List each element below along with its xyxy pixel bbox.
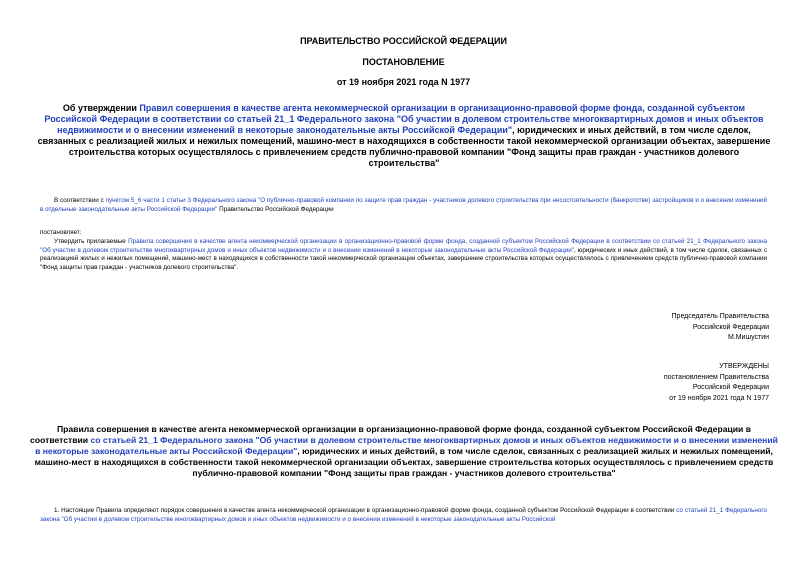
government-heading: ПРАВИТЕЛЬСТВО РОССИЙСКОЙ ФЕДЕРАЦИИ <box>300 36 507 46</box>
approval-block <box>664 362 769 404</box>
clause-1-law-link[interactable]: со статьей 21_1 Федерального закона "Об участии в долевом строительстве многоквартирных домов и иных объектов недвижимости и о внесении изменений в некоторые законодательные акты Российской <box>40 507 767 523</box>
approval-date: от 19 ноября 2021 года N 1977 <box>669 394 769 402</box>
decree-paragraph <box>40 238 767 272</box>
rules-title-part2: , юридических и иных действий, в том числе сделок, связанных с реализацией жилых и нежилых помещений, машино-мест в находящихся в собственности такой некоммерческой организации объектах, завершение строительства которых осуществлялось с привлечением средств публично-правовой компании "Фонд защиты прав граждан - участников долевого строительства" <box>34 446 774 478</box>
signature-position: Председатель Правительства <box>671 313 769 320</box>
preamble-tail: Правительство Российской Федерации <box>217 205 334 213</box>
decree-lead: Утвердить прилагаемые <box>54 238 129 245</box>
decree-rules-link[interactable]: Правила совершения в качестве агента некоммерческой организации в организационно-правовой форме фонда, созданной субъектом Российской Федерации в соответствии со статьей 21_1 Федерального закона "Об участии в долевом строительстве многоквартирных домов и иных объектов недвижимости и о внесении изменений в некоторые законодательные акты Российской Федерации" <box>40 238 767 254</box>
rules-title-part1: Правила совершения в качестве агента некоммерческой организации в организационно-правовой форме фонда, созданной субъектом Российской Федерации в соответствии <box>30 424 752 445</box>
rules-title-law-link[interactable]: со статьей 21_1 Федерального закона "Об участии в долевом строительстве многоквартирных домов и иных объектов недвижимости и о внесении изменений в некоторые законодательные акты Российской Федерации" <box>35 435 778 456</box>
decree-tail: , юридических и иных действий, в том числе сделок, связанных с реализацией жилых и нежилых помещений, машино-мест в находящихся в собственности такой некоммерческой организации объектах, завершение строительства которых осуществлялось с привлечением средств публично-правовой компании "Фонд защиты прав граждан - участников долевого строительства". <box>40 246 767 271</box>
signature-name: М.Мишустин <box>727 334 769 341</box>
preamble-paragraph <box>40 197 767 214</box>
preamble-lead: В соответствии с <box>54 197 106 204</box>
document-date-number: от 19 ноября 2021 года N 1977 <box>336 77 471 87</box>
decree-label: постановляет: <box>40 229 82 236</box>
preamble-law-link[interactable]: пунктом 5_6 части 1 статьи 3 Федерального закона "О публично-правовой компании по защите прав граждан - участников долевого строительства при несостоятельности (банкротстве) застройщиков и о внесении изменений в отдельные законодательные акты Российской Федерации" <box>40 197 767 213</box>
title-rules-link[interactable]: Правил совершения в качестве агента некоммерческой организации в организационно-правовой форме фонда, созданной субъектом Российской Федерации в соответствии со статьей 21_1 Федерального закона "Об участии в долевом строительстве многоквартирных домов и иных объектов недвижимости и о внесении изменений в некоторые законодательные акты Российской Федерации" <box>44 103 764 135</box>
signature-block <box>672 312 769 344</box>
clause-1-lead: 1. Настоящие Правила определяют порядок совершения в качестве агента некоммерческой организации в организационно-правовой форме фонда, созданной субъектом Российской Федерации в соответствии <box>54 507 677 514</box>
document-type: ПОСТАНОВЛЕНИЕ <box>362 57 445 67</box>
approval-label: УТВЕРЖДЕНЫ <box>719 363 769 370</box>
document-title <box>36 103 772 169</box>
title-prefix: Об утверждении <box>62 103 140 113</box>
approval-by: постановлением Правительства <box>663 373 769 381</box>
clause-1 <box>40 507 767 524</box>
signature-government: Российской Федерации <box>692 323 769 331</box>
rules-title <box>30 424 778 479</box>
title-suffix: , юридических и иных действий, в том числе сделок, связанных с реализацией жилых и нежилых помещений, машино-мест в находящихся в собственности такой некоммерческой организации объектах, завершение строительства которых осуществлялось с привлечением средств публично-правовой компании "Фонд защиты прав граждан - участников долевого строительства" <box>37 125 771 168</box>
approval-government: Российской Федерации <box>692 384 769 391</box>
